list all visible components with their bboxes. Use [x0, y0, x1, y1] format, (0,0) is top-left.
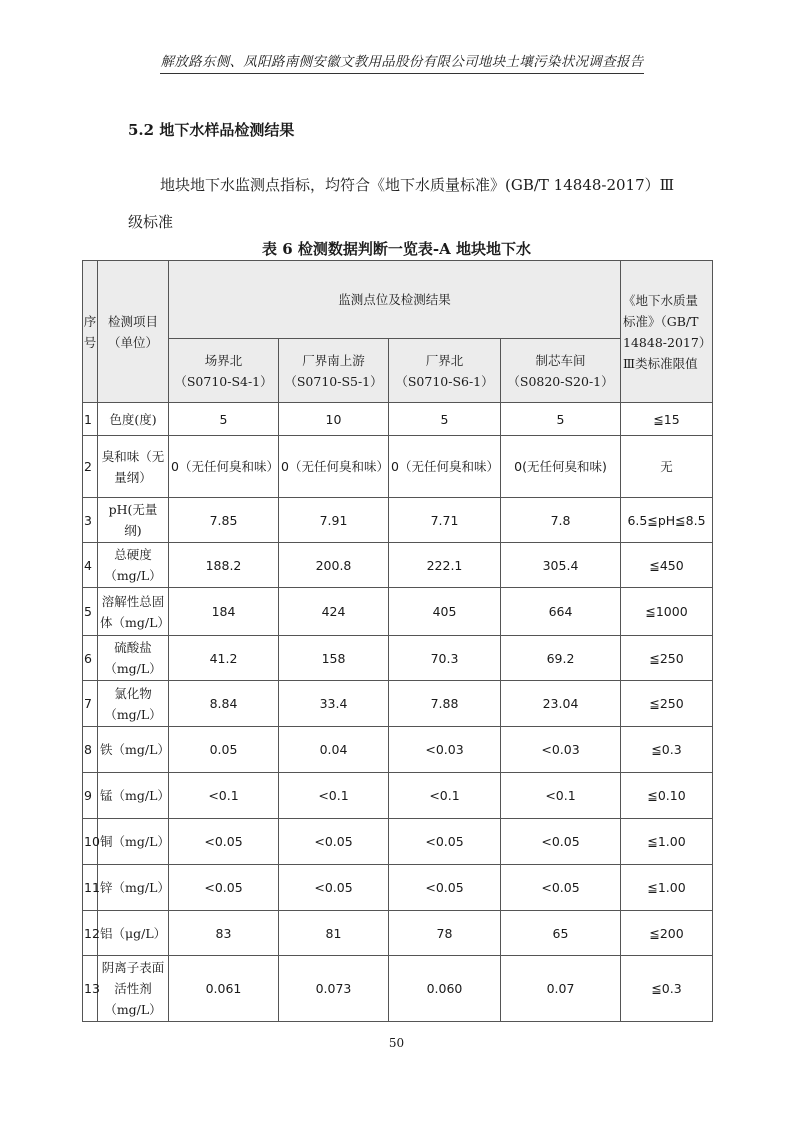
table-row [83, 636, 713, 681]
header-row-sites [83, 339, 713, 403]
row-value: 0.061 [169, 956, 279, 1022]
section-title: 5.2 地下水样品检测结果 [128, 121, 295, 139]
header-index: 序号 [83, 261, 98, 403]
row-value: <0.05 [389, 819, 501, 865]
row-item: 总硬度（mg/L） [98, 543, 169, 588]
header-site [389, 339, 501, 403]
row-value: <0.03 [389, 727, 501, 773]
row-index: 5 [83, 588, 98, 636]
row-value: 0（无任何臭和味） [169, 436, 279, 498]
row-standard: 6.5≦pH≦8.5 [621, 498, 713, 543]
table-row [83, 588, 713, 636]
row-standard: ≦0.3 [621, 956, 713, 1022]
row-index: 10 [83, 819, 98, 865]
row-value: 0（无任何臭和味） [279, 436, 389, 498]
row-item: 铜（mg/L） [98, 819, 169, 865]
row-index: 2 [83, 436, 98, 498]
row-value: 7.85 [169, 498, 279, 543]
row-value: 5 [389, 403, 501, 436]
row-index: 6 [83, 636, 98, 681]
table-row [83, 819, 713, 865]
row-index: 8 [83, 727, 98, 773]
row-index: 12 [83, 911, 98, 956]
running-header: 解放路东侧、凤阳路南侧安徽文教用品股份有限公司地块土壤污染状况调查报告 [160, 50, 644, 74]
row-value: 424 [279, 588, 389, 636]
row-value: 0.04 [279, 727, 389, 773]
row-value: 188.2 [169, 543, 279, 588]
table-caption: 表 6 检测数据判断一览表-A 地块地下水 [262, 240, 531, 258]
row-value: 41.2 [169, 636, 279, 681]
table-row [83, 543, 713, 588]
header-item: 检测项目（单位） [98, 261, 169, 403]
row-value: 5 [169, 403, 279, 436]
header-site [501, 339, 621, 403]
table-row [83, 956, 713, 1022]
table-row [83, 498, 713, 543]
row-value: <0.05 [501, 819, 621, 865]
site-code: （S0820-S20-1） [507, 373, 614, 389]
row-standard: ≦450 [621, 543, 713, 588]
row-value: 81 [279, 911, 389, 956]
header-monitoring-group: 监测点位及检测结果 [169, 261, 621, 339]
row-item: 锌（mg/L） [98, 865, 169, 911]
row-value: 0.07 [501, 956, 621, 1022]
row-value: <0.05 [279, 819, 389, 865]
row-item: pH(无量纲) [98, 498, 169, 543]
site-name: 制芯车间 [535, 352, 586, 368]
row-index: 11 [83, 865, 98, 911]
row-value: 222.1 [389, 543, 501, 588]
row-item: 色度(度) [98, 403, 169, 436]
row-item: 臭和味（无量纲） [98, 436, 169, 498]
row-value: 7.91 [279, 498, 389, 543]
table-row [83, 681, 713, 727]
row-item: 铝（μg/L） [98, 911, 169, 956]
header-site [169, 339, 279, 403]
row-index: 3 [83, 498, 98, 543]
header-standard: 《地下水质量标准》（GB/T 14848-2017）Ⅲ类标准限值 [621, 261, 713, 403]
row-value: 0.073 [279, 956, 389, 1022]
row-item: 铁（mg/L） [98, 727, 169, 773]
row-standard: ≦1000 [621, 588, 713, 636]
paragraph-line-1: 地块地下水监测点指标，均符合《地下水质量标准》(GB/T 14848-2017）Ⅲ [160, 176, 675, 194]
row-value: <0.1 [501, 773, 621, 819]
site-name: 厂界北 [425, 352, 464, 368]
row-value: 23.04 [501, 681, 621, 727]
row-standard: ≦200 [621, 911, 713, 956]
row-value: 7.8 [501, 498, 621, 543]
row-item: 锰（mg/L） [98, 773, 169, 819]
row-value: 7.88 [389, 681, 501, 727]
row-value: 33.4 [279, 681, 389, 727]
site-code: （S0710-S4-1） [174, 373, 273, 389]
site-code: （S0710-S5-1） [284, 373, 383, 389]
row-standard: 无 [621, 436, 713, 498]
row-value: 158 [279, 636, 389, 681]
row-value: 7.71 [389, 498, 501, 543]
row-value: 78 [389, 911, 501, 956]
row-value: 200.8 [279, 543, 389, 588]
row-value: 0.05 [169, 727, 279, 773]
row-value: 664 [501, 588, 621, 636]
row-value: 305.4 [501, 543, 621, 588]
table-row [83, 865, 713, 911]
row-item: 硫酸盐（mg/L） [98, 636, 169, 681]
row-index: 9 [83, 773, 98, 819]
row-value: 184 [169, 588, 279, 636]
table-row [83, 773, 713, 819]
row-value: <0.03 [501, 727, 621, 773]
row-value: 0(无任何臭和味) [501, 436, 621, 498]
row-value: 5 [501, 403, 621, 436]
row-value: 69.2 [501, 636, 621, 681]
row-index: 4 [83, 543, 98, 588]
row-standard: ≦1.00 [621, 865, 713, 911]
row-value: 83 [169, 911, 279, 956]
site-name: 厂界南上游 [302, 352, 365, 368]
row-value: 8.84 [169, 681, 279, 727]
header-site [279, 339, 389, 403]
row-standard: ≦250 [621, 681, 713, 727]
row-value: 10 [279, 403, 389, 436]
row-value: <0.05 [501, 865, 621, 911]
site-name: 场界北 [204, 352, 243, 368]
table-row [83, 403, 713, 436]
row-standard: ≦0.10 [621, 773, 713, 819]
table-row [83, 727, 713, 773]
row-value: <0.1 [279, 773, 389, 819]
page-number: 50 [388, 1036, 405, 1050]
row-standard: ≦15 [621, 403, 713, 436]
row-value: <0.05 [169, 865, 279, 911]
row-value: <0.1 [169, 773, 279, 819]
site-code: （S0710-S6-1） [395, 373, 494, 389]
row-item: 阴离子表面活性剂（mg/L） [98, 956, 169, 1022]
row-value: 65 [501, 911, 621, 956]
header-row-group [83, 261, 713, 339]
row-value: 70.3 [389, 636, 501, 681]
row-value: 405 [389, 588, 501, 636]
row-index: 7 [83, 681, 98, 727]
table-row [83, 911, 713, 956]
row-value: 0.060 [389, 956, 501, 1022]
row-standard: ≦250 [621, 636, 713, 681]
row-value: <0.05 [389, 865, 501, 911]
row-index: 13 [83, 956, 98, 1022]
groundwater-results-table [82, 260, 713, 1022]
paragraph-line-2: 级标准 [128, 213, 174, 231]
row-item: 溶解性总固体（mg/L） [98, 588, 169, 636]
row-index: 1 [83, 403, 98, 436]
row-item: 氯化物（mg/L） [98, 681, 169, 727]
row-value: <0.05 [279, 865, 389, 911]
table-row [83, 436, 713, 498]
row-standard: ≦0.3 [621, 727, 713, 773]
row-value: <0.1 [389, 773, 501, 819]
row-value: 0（无任何臭和味） [389, 436, 501, 498]
row-value: <0.05 [169, 819, 279, 865]
row-standard: ≦1.00 [621, 819, 713, 865]
